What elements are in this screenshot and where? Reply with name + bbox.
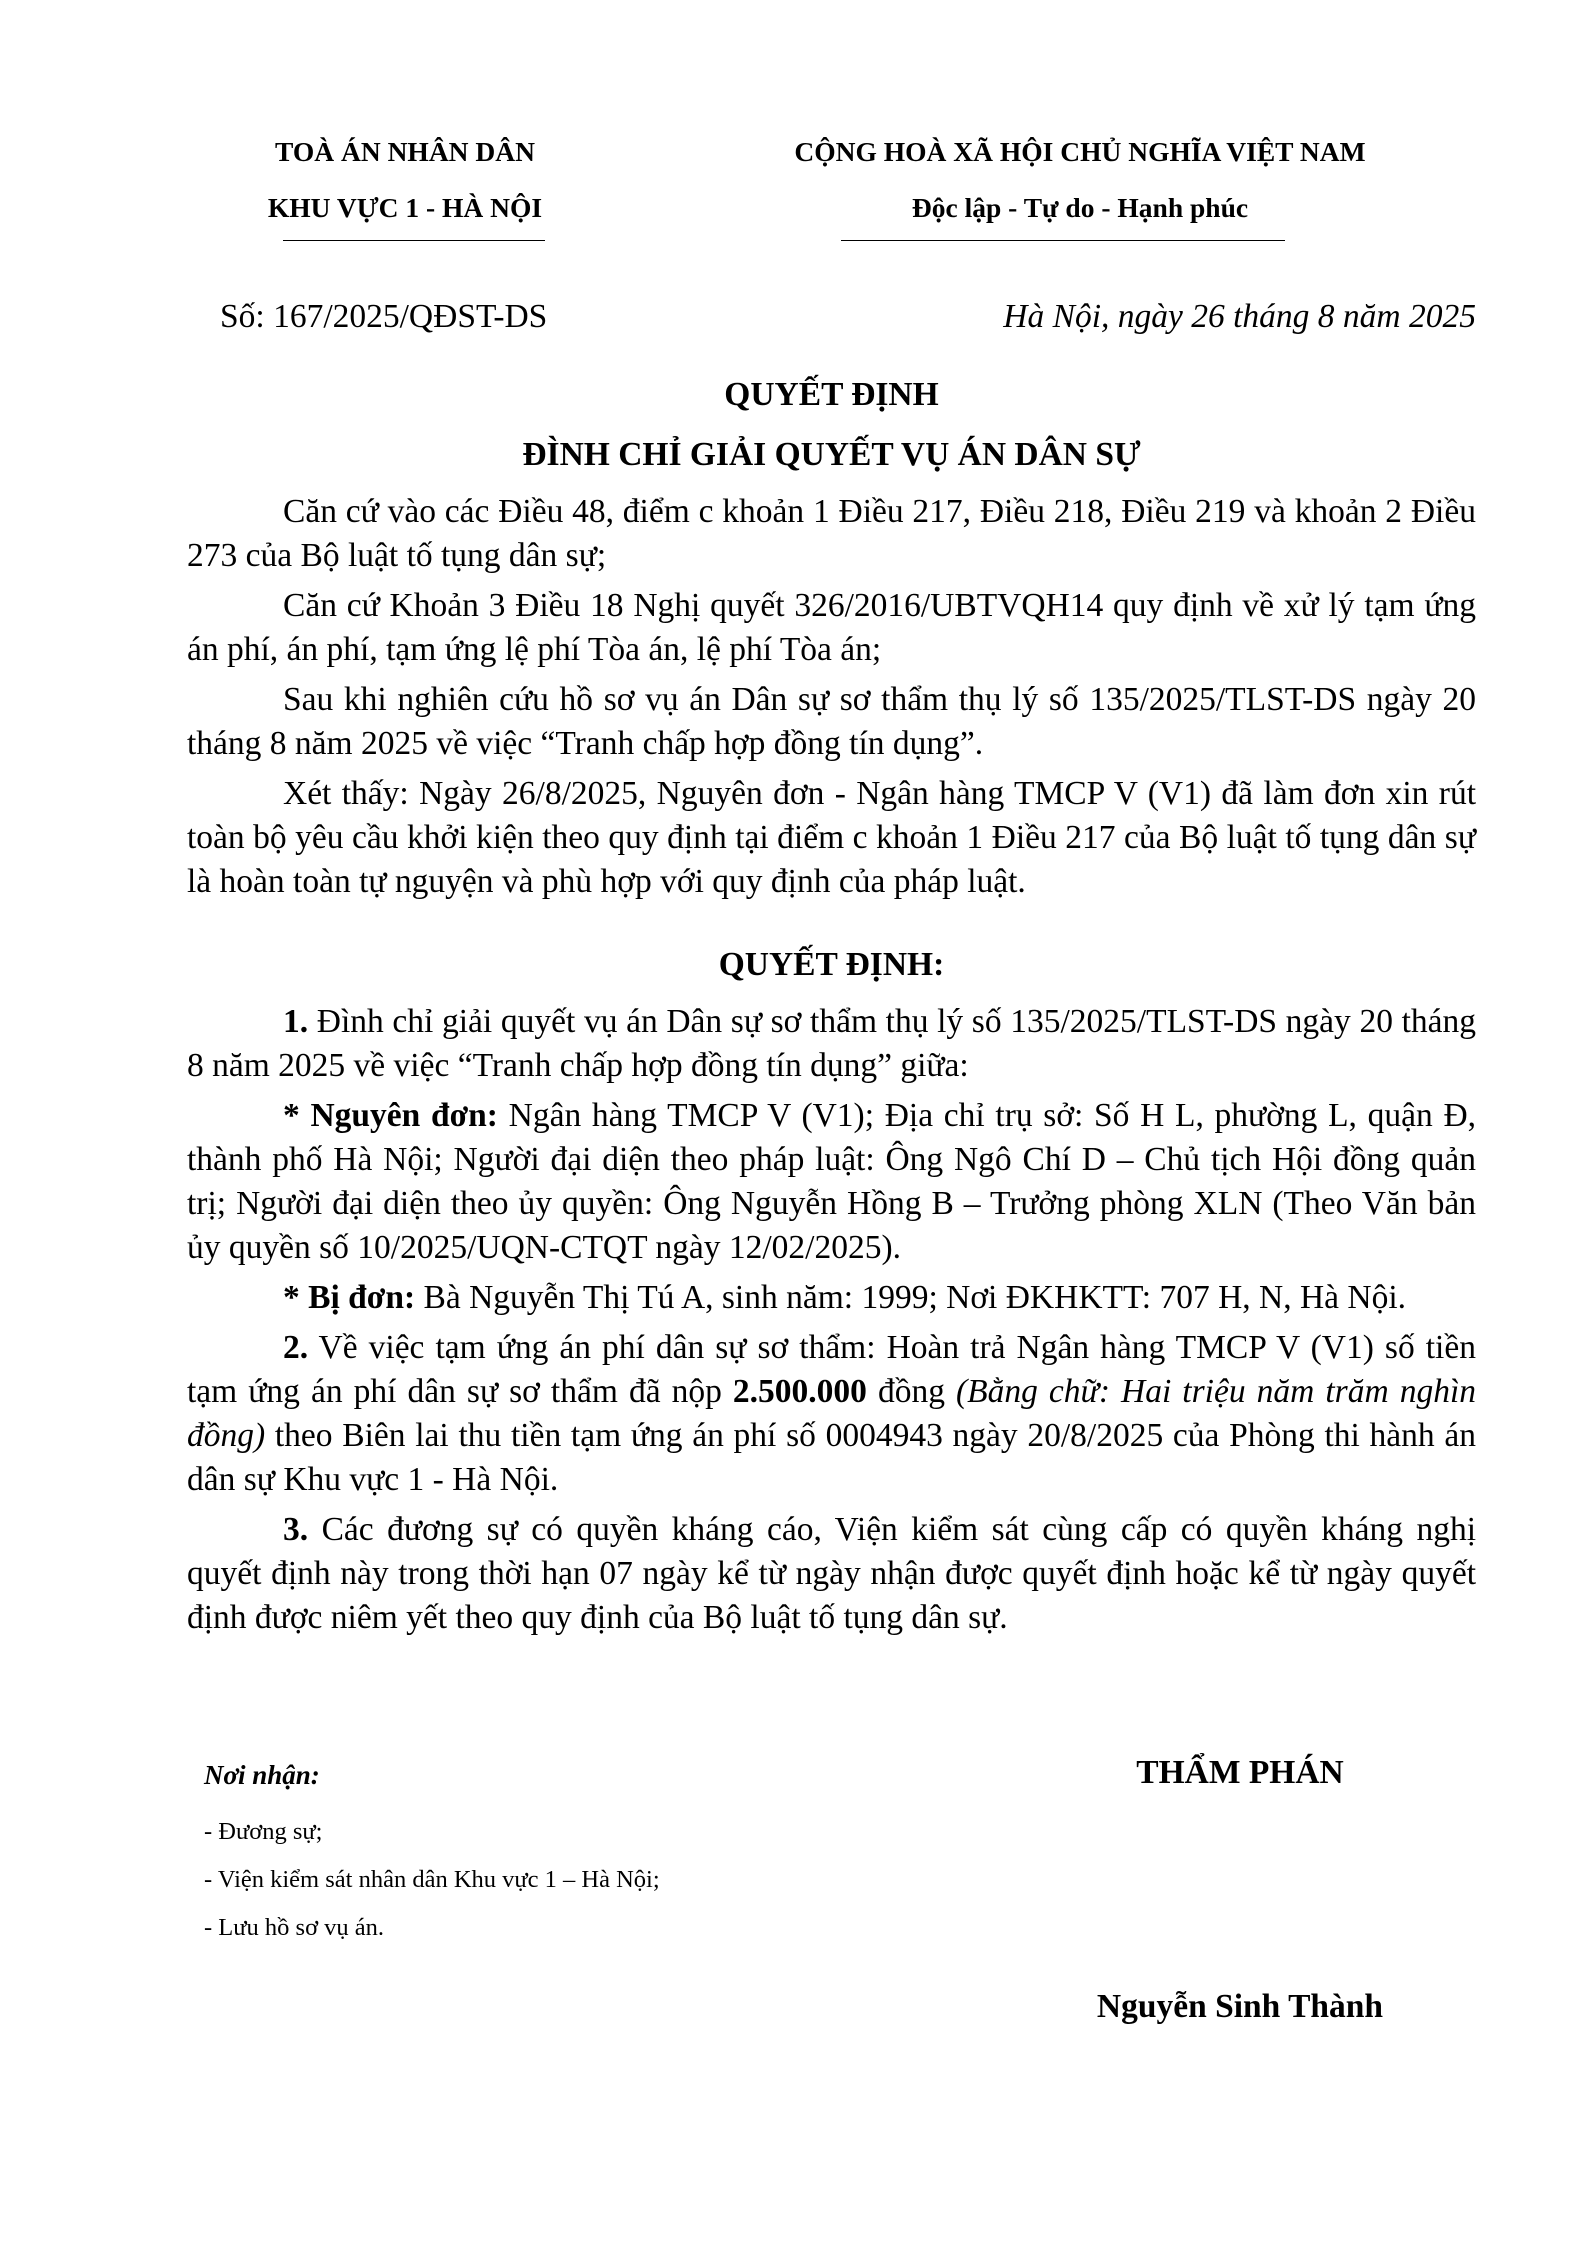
item-text: Đình chỉ giải quyết vụ án Dân sự sơ thẩm thụ lý số 135/2025/TLST-DS ngày 20 tháng 8 năm 2025 về việc “Tranh chấp hợp đồng tín dụng” giữa: — [187, 1003, 1477, 1084]
preamble-paragraph: Căn cứ Khoản 3 Điều 18 Nghị quyết 326/2016/UBTVQH14 quy định về xử lý tạm ứng án phí, án phí, tạm ứng lệ phí Tòa án, lệ phí Tòa án; — [187, 587, 1476, 668]
plaintiff-text: Ngân hàng TMCP V (V1); Địa chỉ trụ sở: Số H L, phường L, quận Đ, thành phố Hà Nội; Người đại diện theo pháp luật: Ông Ngô Chí D – Chủ tịch Hội đồng quản trị; Người đại diện theo ủy quyền: Ông Nguyễn Hồng B – Trưởng phòng XLN (Theo Văn bản ủy quyền số 10/2025/UQN-CTQT ngày 12/02/2025). — [187, 1097, 1477, 1266]
signer-name: Nguyễn Sinh Thành — [1096, 1988, 1384, 2025]
place-date — [1003, 298, 1476, 336]
plaintiff-paragraph — [187, 1094, 1476, 1270]
defendant-text: Bà Nguyễn Thị Tú A, sinh năm: 1999; Nơi ĐKHKTT: 707 H, N, Hà Nội. — [423, 1279, 1407, 1316]
recipient-item: - Đương sự; — [204, 1818, 323, 1845]
preamble-paragraph: Sau khi nghiên cứu hồ sơ vụ án Dân sự sơ thẩm thụ lý số 135/2025/TLST-DS ngày 20 tháng 8 năm 2025 về việc “Tranh chấp hợp đồng tín dụng”. — [187, 681, 1476, 762]
place-date-text: Hà Nội, ngày 26 tháng 8 năm 2025 — [1003, 298, 1476, 335]
preamble-section — [187, 490, 1476, 904]
defendant-label: * Bị đơn: — [283, 1279, 416, 1316]
item-number: 2. — [283, 1329, 309, 1366]
item-text: đồng — [877, 1373, 945, 1410]
preamble-paragraph: Căn cứ vào các Điều 48, điểm c khoản 1 Điều 217, Điều 218, Điều 219 và khoản 2 Điều 273 của Bộ luật tố tụng dân sự; — [187, 493, 1476, 574]
decision-item-1 — [187, 1000, 1476, 1088]
motto-underline — [841, 240, 1285, 241]
fee-amount-words: (Bằng chữ: Hai triệu năm trăm nghìn đồng) — [187, 1373, 1476, 1454]
preamble-paragraph: Xét thấy: Ngày 26/8/2025, Nguyên đơn - Ngân hàng TMCP V (V1) đã làm đơn xin rút toàn bộ yêu cầu khởi kiện theo quy định tại điểm c khoản 1 Điều 217 của Bộ luật tố tụng dân sự là hoàn toàn tự nguyện và phù hợp với quy định của pháp luật. — [187, 775, 1476, 900]
court-name-line1: TOÀ ÁN NHÂN DÂN — [275, 136, 535, 167]
item-text: Các đương sự có quyền kháng cáo, Viện kiểm sát cùng cấp có quyền kháng nghị quyết định này trong thời hạn 07 ngày kể từ ngày nhận được quyết định hoặc kể từ ngày quyết định được niêm yết theo quy định của Bộ luật tố tụng dân sự. — [187, 1511, 1477, 1636]
decision-heading: QUYẾT ĐỊNH: — [718, 946, 945, 983]
decision-item-3 — [187, 1508, 1476, 1640]
signer-role: THẨM PHÁN — [1136, 1754, 1344, 1791]
decision-items — [187, 1000, 1476, 1640]
decision-number: Số: 167/2025/QĐST-DS — [220, 298, 548, 335]
item-text: theo Biên lai thu tiền tạm ứng án phí số 0004943 ngày 20/8/2025 của Phòng thi hành án dân sự Khu vực 1 - Hà Nội. — [187, 1417, 1477, 1498]
recipient-item: - Viện kiểm sát nhân dân Khu vực 1 – Hà Nội; — [204, 1866, 660, 1893]
document-title: QUYẾT ĐỊNH — [724, 376, 939, 413]
recipient-item: - Lưu hồ sơ vụ án. — [204, 1914, 385, 1941]
plaintiff-label: * Nguyên đơn: — [283, 1097, 498, 1134]
fee-amount: 2.500.000 — [732, 1373, 867, 1410]
court-underline — [283, 240, 545, 241]
item-number: 3. — [283, 1511, 309, 1548]
item-text: Về việc tạm ứng án phí dân sự sơ thẩm: Hoàn trả Ngân hàng TMCP V (V1) số tiền tạm ứng án phí dân sự sơ thẩm đã nộp — [187, 1329, 1476, 1410]
decision-item-2 — [187, 1326, 1476, 1502]
nation-motto-line1: CỘNG HOÀ XÃ HỘI CHỦ NGHĨA VIỆT NAM — [794, 136, 1366, 167]
item-number: 1. — [283, 1003, 309, 1040]
recipients-heading: Nơi nhận: — [204, 1760, 320, 1790]
defendant-paragraph — [187, 1276, 1476, 1320]
document-subtitle: ĐÌNH CHỈ GIẢI QUYẾT VỤ ÁN DÂN SỰ — [522, 436, 1141, 473]
nation-motto-line2: Độc lập - Tự do - Hạnh phúc — [911, 192, 1249, 223]
court-name-line2: KHU VỰC 1 - HÀ NỘI — [267, 192, 543, 223]
